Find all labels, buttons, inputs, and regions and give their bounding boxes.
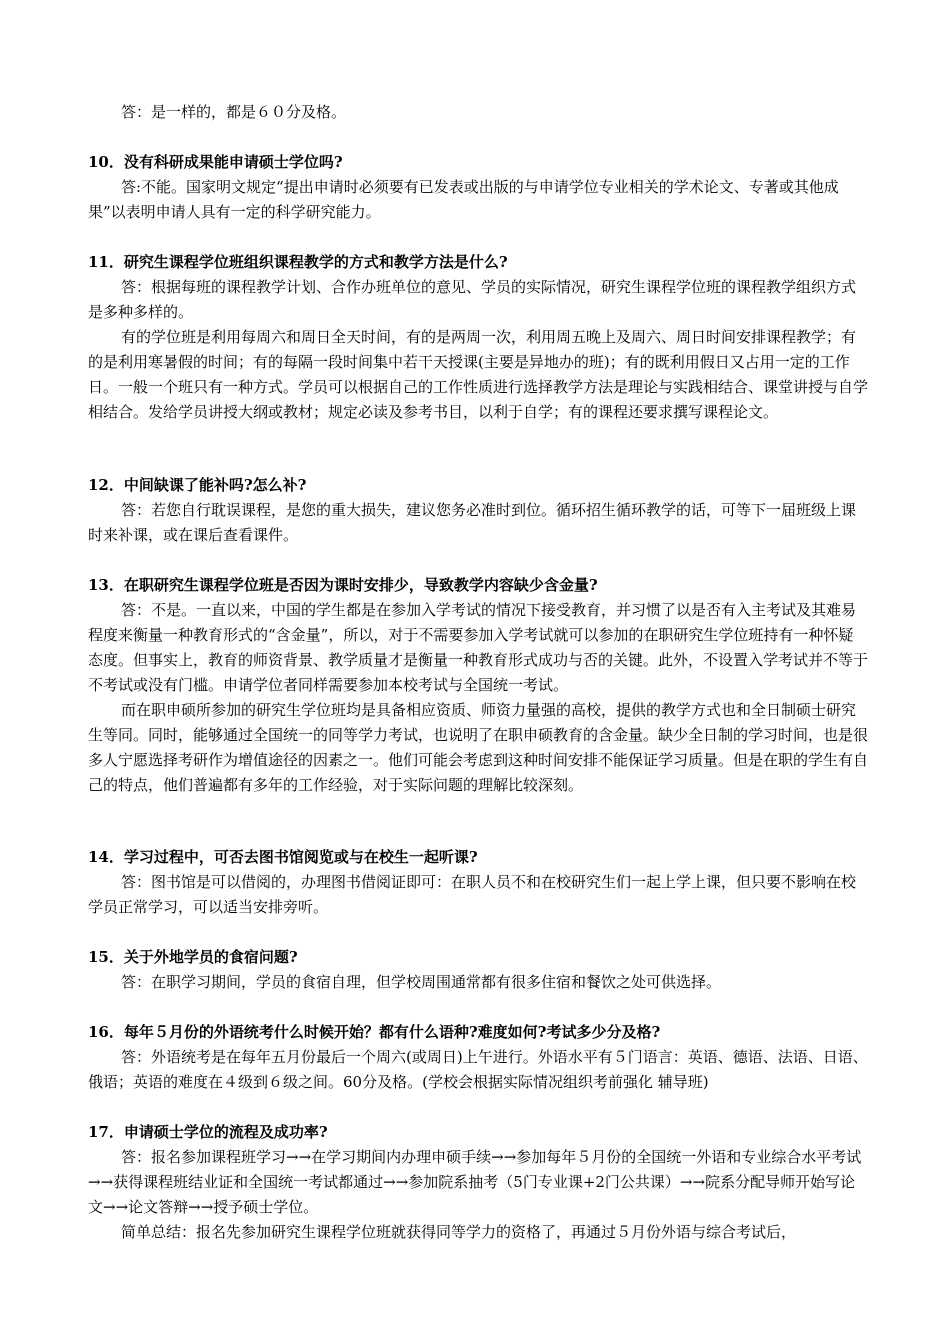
answer-paragraph: 答：根据每班的课程教学计划、合作办班单位的意见、学员的实际情况，研究生课程学位班的课程教学组织方式是多种多样的。 [88, 278, 857, 321]
question-heading: 13．在职研究生课程学位班是否因为课时安排少，导致教学内容缺少含金量? [88, 576, 598, 594]
answer-paragraph: 答：外语统考是在每年五月份最后一个周六(或周日)上午进行。外语水平有５门语言：英语、德语、法语、日语、俄语；英语的难度在４级到６级之间。60分及格。(学校会根据实际情况组织考前强化 辅导班) [88, 1048, 868, 1091]
question-heading: 11．研究生课程学位班组织课程教学的方式和教学方法是什么? [88, 253, 508, 271]
section-17 [88, 1120, 868, 1245]
section-15 [88, 945, 868, 995]
answer-paragraph: 而在职申硕所参加的研究生学位班均是具备相应资质、师资力量强的高校，提供的教学方式也和全日制硕士研究生等同。同时，能够通过全国统一的同等学力考试，也说明了在职申硕教育的含金量。缺少全日制的学习时间，也是很多人宁愿选择考研作为增值途径的因素之一。他们可能会考虑到这种时间安排不能保证学习质量。但是在职的学生有自己的特点，他们普遍都有多年的工作经验，对于实际问题的理解比较深刻。 [88, 701, 869, 794]
section-11 [88, 250, 868, 425]
section-12 [88, 473, 868, 548]
section-14 [88, 845, 868, 920]
section-9-answer [88, 100, 868, 125]
answer-paragraph: 答：不是。一直以来，中国的学生都是在参加入学考试的情况下接受教育，并习惯了以是否有入主考试及其难易程度来衡量一种教育形式的“含金量”，所以，对于不需要参加入学考试就可以参加的在职研究生学位班持有一种怀疑态度。但事实上，教育的师资背景、教学质量才是衡量一种教育形式成功与否的关键。此外，不设置入学考试并不等于不考试或没有门槛。申请学位者同样需要参加本校考试与全国统一考试。 [88, 601, 869, 694]
section-16 [88, 1020, 868, 1095]
answer-paragraph: 答：在职学习期间，学员的食宿自理，但学校周围通常都有很多住宿和餐饮之处可供选择。 [121, 973, 722, 991]
answer-paragraph: 答：是一样的，都是６０分及格。 [121, 103, 347, 121]
question-heading: 17．申请硕士学位的流程及成功率? [88, 1123, 328, 1141]
question-heading: 15．关于外地学员的食宿问题? [88, 948, 298, 966]
question-heading: 14．学习过程中，可否去图书馆阅览或与在校生一起听课? [88, 848, 478, 866]
answer-paragraph: 答：报名参加课程班学习→→在学习期间内办理申硕手续→→参加每年５月份的全国统一外语和专业综合水平考试→→获得课程班结业证和全国统一考试都通过→→参加院系抽考（5门专业课+2门公共课）→→院系分配导师开始写论文→→论文答辩→→授予硕士学位。 [88, 1148, 862, 1216]
answer-paragraph: 答：图书馆是可以借阅的，办理图书借阅证即可：在职人员不和在校研究生们一起上学上课，但只要不影响在校学员正常学习，可以适当安排旁听。 [88, 873, 857, 916]
question-heading: 10．没有科研成果能申请硕士学位吗? [88, 153, 343, 171]
answer-paragraph: 答：若您自行耽误课程，是您的重大损失，建议您务必准时到位。循环招生循环教学的话，可等下一届班级上课时来补课，或在课后查看课件。 [88, 501, 857, 544]
answer-paragraph: 有的学位班是利用每周六和周日全天时间，有的是两周一次，利用周五晚上及周六、周日时间安排课程教学；有的是利用寒暑假的时间；有的每隔一段时间集中若干天授课(主要是异地办的班)；有的既利用假日又占用一定的工作日。一般一个班只有一种方式。学员可以根据自己的工作性质进行选择教学方法是理论与实践相结合、课堂讲授与自学相结合。发给学员讲授大纲或教材；规定必读及参考书目，以利于自学；有的课程还要求撰写课程论文。 [88, 328, 869, 421]
answer-paragraph: 答:不能。国家明文规定“提出申请时必须要有已发表或出版的与申请学位专业相关的学术论文、专著或其他成果”以表明申请人具有一定的科学研究能力。 [88, 178, 839, 221]
question-heading: 12．中间缺课了能补吗?怎么补? [88, 476, 307, 494]
section-10 [88, 150, 868, 225]
answer-paragraph: 简单总结：报名先参加研究生课程学位班就获得同等学力的资格了，再通过５月份外语与综合考试后， [121, 1223, 797, 1241]
question-heading: 16．每年５月份的外语统考什么时候开始？都有什么语种?难度如何?考试多少分及格? [88, 1023, 661, 1041]
section-13 [88, 573, 868, 798]
